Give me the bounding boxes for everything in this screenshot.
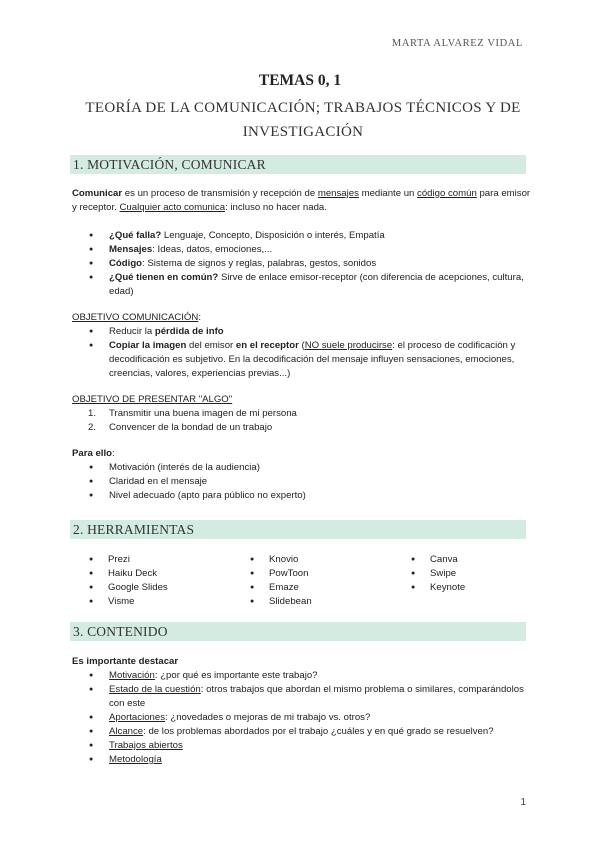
- list-item: 2. Convencer de la bondad de un trabajo: [88, 422, 273, 433]
- tools-column-3: [411, 553, 465, 595]
- list-item: ● Prezi: [89, 553, 168, 567]
- list-item: ● Trabajos abiertos: [72, 739, 532, 753]
- list-item: ● Knovio: [250, 553, 312, 567]
- bullet-list-conceptos: [72, 229, 532, 299]
- list-item: ● Alcance: de los problemas abordados por el trabajo ¿cuáles y en qué grado se resuelven?: [72, 725, 532, 739]
- section-heading-herramientas: 2. HERRAMIENTAS: [70, 520, 526, 539]
- list-item: ● Mensajes: Ideas, datos, emociones,...: [72, 243, 532, 257]
- list-item: ● Motivación (interés de la audiencia): [72, 461, 532, 475]
- objetivo-comunicacion: OBJETIVO COMUNICACIÓN: ● Reducir la pérdida de info ● Copiar la imagen del emisor en el receptor (NO suele producirse: el proceso de codificación y decodificación es subjetivo. En la decodificación del mensaje influyen sensaciones, emociones, creencias, valores, experiencias previas...): [72, 311, 532, 381]
- objetivo-comunicacion-heading: OBJETIVO COMUNICACIÓN: [72, 312, 199, 323]
- tools-column-1: [89, 553, 168, 609]
- list-item: ● PowToon: [250, 567, 312, 581]
- list-item: ● Estado de la cuestión: otros trabajos que abordan el mismo problema o similares, comparándolos con este: [72, 683, 532, 711]
- author-name: MARTA ALVAREZ VIDAL: [391, 38, 523, 49]
- list-item: ● Visme: [89, 595, 168, 609]
- list-item: ● Nivel adecuado (apto para público no experto): [72, 489, 532, 503]
- document-subtitle: TEORÍA DE LA COMUNICACIÓN; TRABAJOS TÉCNICOS Y DE INVESTIGACIÓN: [85, 100, 521, 140]
- list-item: ● Google Slides: [89, 581, 168, 595]
- list-item: ● Motivación: ¿por qué es importante este trabajo?: [72, 669, 532, 683]
- list-item: 1. Transmitir una buena imagen de mi persona: [88, 408, 297, 419]
- list-item: ● Slidebean: [250, 595, 312, 609]
- section-heading-contenido: 3. CONTENIDO: [70, 622, 526, 641]
- objetivo-presentar-heading: OBJETIVO DE PRESENTAR "ALGO": [72, 394, 233, 405]
- document-title: TEMAS 0, 1: [258, 72, 342, 89]
- para-ello: Para ello: ● Motivación (interés de la audiencia) ● Claridad en el mensaje ● Nivel adecuado (apto para público no experto): [72, 447, 532, 503]
- list-item: ● ¿Qué falla? Lenguaje, Concepto, Disposición o interés, Empatía: [72, 229, 532, 243]
- list-item: ● Swipe: [411, 567, 465, 581]
- list-item: ● Claridad en el mensaje: [72, 475, 532, 489]
- list-item: ● ¿Qué tienen en común? Sirve de enlace emisor-receptor (con diferencia de acepciones, cultura, edad): [72, 271, 532, 299]
- list-item: ● Canva: [411, 553, 465, 567]
- section-heading-motivacion: 1. MOTIVACIÓN, COMUNICAR: [70, 155, 526, 174]
- tools-column-2: [250, 553, 312, 609]
- list-item: ● Reducir la pérdida de info: [72, 325, 532, 339]
- objetivo-presentar: [72, 393, 532, 435]
- list-item: ● Haiku Deck: [89, 567, 168, 581]
- list-item: ● Código: Sistema de signos y reglas, palabras, gestos, sonidos: [72, 257, 532, 271]
- contenido-list: [72, 655, 532, 767]
- contenido-heading: Es importante destacar: [72, 656, 179, 667]
- list-item: ● Keynote: [411, 581, 465, 595]
- list-item: ● Emaze: [250, 581, 312, 595]
- list-item: ● Aportaciones: ¿novedades o mejoras de mi trabajo vs. otros?: [72, 711, 532, 725]
- list-item: ● Metodología: [72, 753, 532, 767]
- intro-paragraph: Comunicar es un proceso de transmisión y recepción de mensajes mediante un código común para emisor y receptor. Cualquier acto comunica: incluso no hacer nada.: [72, 188, 531, 213]
- list-item: ● Copiar la imagen del emisor en el receptor (NO suele producirse: el proceso de codificación y decodificación es subjetivo. En la decodificación del mensaje influyen sensaciones, emociones, creencias, valores, experiencias previas...): [72, 339, 532, 381]
- page-number: 1: [520, 797, 526, 808]
- para-ello-heading: Para ello: [72, 448, 112, 459]
